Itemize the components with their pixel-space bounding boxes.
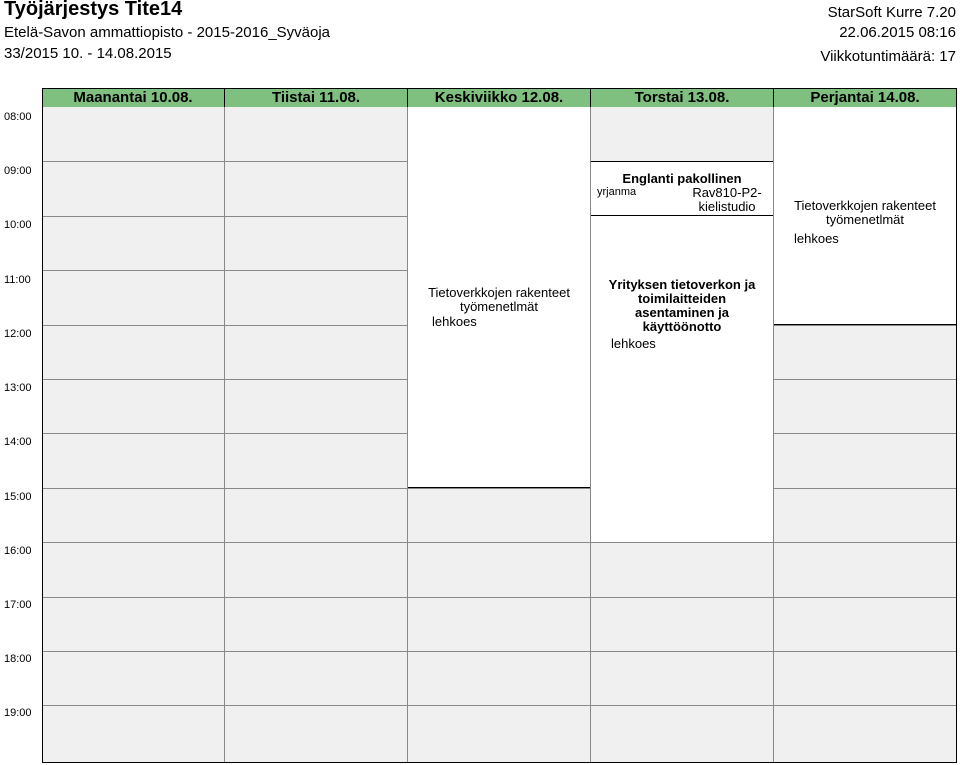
time-label: 17:00 [4,599,32,611]
empty-slot [591,705,773,763]
empty-slot [225,107,407,161]
print-timestamp: 22.06.2015 08:16 [839,24,956,41]
week-range: 33/2015 10. - 14.08.2015 [4,45,172,62]
empty-slot [774,542,956,597]
empty-slot [42,270,224,325]
time-label: 10:00 [4,219,32,231]
lesson-teacher: lehkoes [794,231,839,246]
time-label: 18:00 [4,653,32,665]
lesson-teacher: yrjanma [597,186,637,198]
lesson-block[interactable] [774,107,956,325]
empty-slot [225,488,407,542]
page-title: Työjärjestys Tite14 [4,0,183,20]
empty-slot [591,597,773,651]
empty-slot [774,705,956,763]
empty-slot [42,542,224,597]
empty-slot [408,488,590,542]
empty-slot [591,651,773,705]
time-label: 11:00 [4,274,31,286]
empty-slot [42,161,224,216]
time-label: 15:00 [4,491,32,503]
lesson-block[interactable] [591,161,773,216]
day-header-tuesday: Tiistai 11.08. [225,88,408,107]
empty-slot [774,325,956,379]
day-header-monday: Maanantai 10.08. [42,88,225,107]
empty-slot [408,705,590,763]
day-header-friday: Perjantai 14.08. [774,88,956,107]
day-column-wednesday [408,107,591,763]
lesson-block[interactable] [408,107,590,488]
empty-slot [42,107,224,161]
lesson-title: Tietoverkkojen rakenteet työmenetlmät [794,198,936,227]
empty-slot [774,379,956,433]
weekly-hours: Viikkotuntimäärä: 17 [820,48,956,65]
empty-slot [774,651,956,705]
empty-slot [225,216,407,270]
empty-slot [774,597,956,651]
timetable-grid [42,88,956,763]
empty-slot [225,597,407,651]
empty-slot [408,542,590,597]
empty-slot [591,542,773,597]
time-label: 09:00 [4,165,32,177]
empty-slot [408,651,590,705]
empty-slot [774,488,956,542]
day-header-wednesday: Keskiviikko 12.08. [408,88,591,107]
time-label: 14:00 [4,436,32,448]
empty-slot [42,705,224,763]
empty-slot [774,433,956,488]
school-name: Etelä-Savon ammattiopisto - 2015-2016_Syväoja [4,24,331,41]
day-header-thursday: Torstai 13.08. [591,88,774,107]
empty-slot [42,433,224,488]
lesson-teacher: lehkoes [611,336,656,351]
lesson-room: Rav810-P2-kielistudio [692,185,762,214]
empty-slot [225,433,407,488]
empty-slot [408,597,590,651]
time-label: 08:00 [4,111,32,123]
lesson-title: Englanti pakollinen [622,171,742,186]
empty-slot [42,216,224,270]
empty-slot [591,107,773,161]
lesson-block[interactable] [591,216,773,543]
empty-slot [42,488,224,542]
lesson-title: Yrityksen tietoverkon ja toimilaitteiden asentaminen ja käyttöönotto [608,277,756,334]
empty-slot [42,597,224,651]
lesson-title: Tietoverkkojen rakenteet työmenetlmät [428,285,570,314]
empty-slot [225,161,407,216]
day-column-thursday [591,107,774,763]
empty-slot [225,379,407,433]
time-label: 13:00 [4,382,32,394]
empty-slot [225,325,407,379]
empty-slot [42,325,224,379]
lesson-teacher: lehkoes [432,314,477,329]
empty-slot [42,379,224,433]
app-version: StarSoft Kurre 7.20 [827,4,956,21]
empty-slot [225,705,407,763]
empty-slot [225,270,407,325]
day-column-monday [42,107,225,763]
day-column-friday [774,107,956,763]
time-label: 19:00 [4,707,32,719]
time-label: 16:00 [4,545,32,557]
empty-slot [42,651,224,705]
empty-slot [225,542,407,597]
empty-slot [225,651,407,705]
time-label: 12:00 [4,328,32,340]
day-column-tuesday [225,107,408,763]
